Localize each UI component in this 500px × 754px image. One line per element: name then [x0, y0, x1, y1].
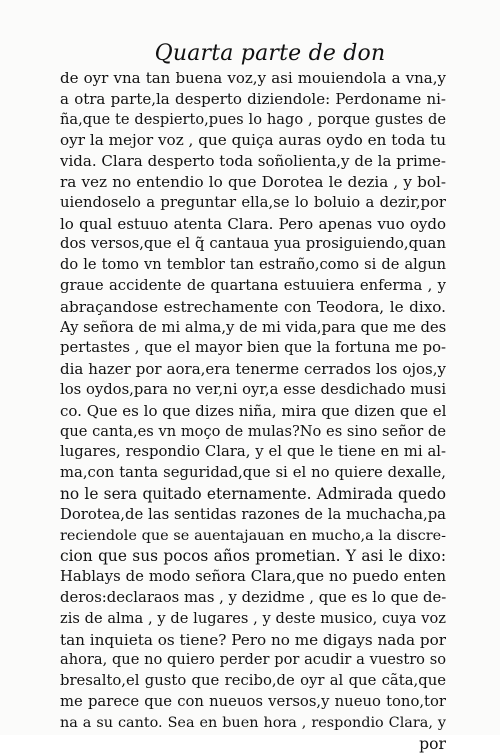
- text-line: deros:declaraos mas , y dezidme , que es lo que de-: [60, 588, 446, 609]
- text-line: graue accidente de quartana estuuiera enferma , y: [60, 276, 446, 297]
- running-head: Quarta parte de don: [0, 41, 500, 66]
- text-line: vida. Clara desperto toda soñolienta,y de la prime-: [60, 151, 446, 172]
- text-line: lugares, respondio Clara, y el que le tiene en mi al-: [60, 442, 446, 463]
- text-line: co. Que es lo que dizes niña, mira que dizen que el: [60, 401, 446, 422]
- text-line: ña,que te despierto,pues lo hago , porque gustes de: [60, 110, 446, 131]
- text-line: Hablays de modo señora Clara,que no puedo enten: [60, 567, 446, 588]
- text-line: dos versos,que el q̃ cantaua yua prosiguiendo,quan: [60, 234, 446, 255]
- text-line: na a su canto. Sea en buen hora , respondio Clara, y: [60, 713, 446, 734]
- text-line: Ay señora de mi alma,y de mi vida,para que me des: [60, 318, 446, 339]
- text-line: zis de alma , y de lugares , y deste musico, cuya voz: [60, 609, 446, 630]
- text-line: ma,con tanta seguridad,que si el no quiere dexalle,: [60, 463, 446, 484]
- text-line: reciendole que se auentajauan en mucho,a la discre-: [60, 526, 446, 547]
- catchword: por: [60, 734, 446, 754]
- text-line: ra vez no entendio lo que Dorotea le dezia , y bol-: [60, 172, 446, 193]
- text-line: do le tomo vn temblor tan estraño,como si de algun: [60, 255, 446, 276]
- text-line: de oyr vna tan buena voz,y asi mouiendola a vna,y: [60, 68, 446, 89]
- text-line: los oydos,para no ver,ni oyr,a esse desdichado musi: [60, 380, 446, 401]
- text-line: lo qual estuuo atenta Clara. Pero apenas vuo oydo: [60, 214, 446, 235]
- text-line: uiendoselo a preguntar ella,se lo boluio a dezir,por: [60, 193, 446, 214]
- text-line: pertastes , que el mayor bien que la fortuna me po-: [60, 338, 446, 359]
- text-line: ahora, que no quiero perder por acudir a vuestro so: [60, 650, 446, 671]
- text-line: que canta,es vn moço de mulas?No es sino señor de: [60, 422, 446, 443]
- text-line: oyr la mejor voz , que quiça auras oydo en toda tu: [60, 130, 446, 151]
- text-line: tan inquieta os tiene? Pero no me digays nada por: [60, 630, 446, 651]
- text-line: cion que sus pocos años prometian. Y asi le dixo:: [60, 546, 446, 567]
- text-line: bresalto,el gusto que recibo,de oyr al que cãta,que: [60, 671, 446, 692]
- text-line: no le sera quitado eternamente. Admirada quedo: [60, 484, 446, 505]
- text-line: me parece que con nueuos versos,y nueuo tono,tor: [60, 692, 446, 713]
- text-line: Dorotea,de las sentidas razones de la muchacha,pa: [60, 505, 446, 526]
- text-line: dia hazer por aora,era tenerme cerrados los ojos,y: [60, 359, 446, 380]
- body-text: [60, 68, 446, 754]
- text-line: abraçandose estrechamente con Teodora, le dixo.: [60, 297, 446, 318]
- text-line: a otra parte,la desperto diziendole: Perdoname ni-: [60, 89, 446, 110]
